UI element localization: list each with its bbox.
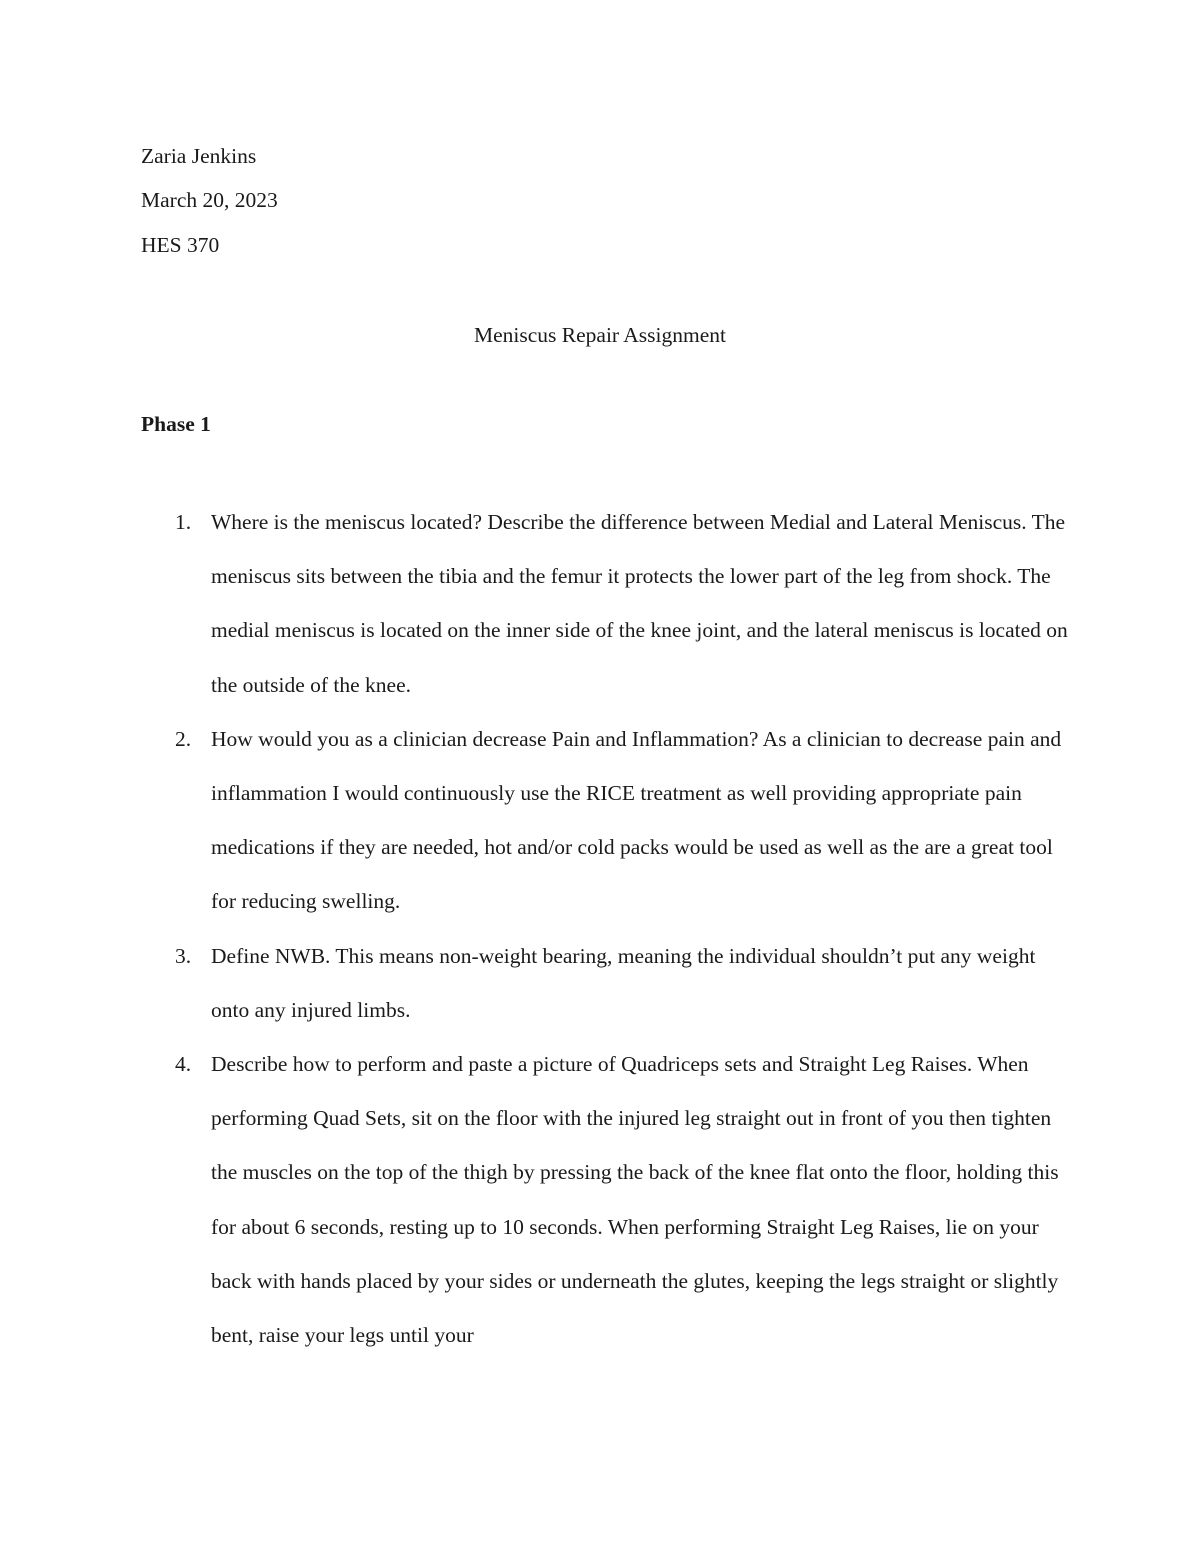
author-name: Zaria Jenkins — [141, 144, 257, 168]
question-text: Where is the meniscus located? Describe the difference between Medial and Lateral Meniscus. The meniscus sits between the tibia and the femur it protects the lower part of the leg from shock. The medial meniscus is located on the inner side of the knee joint, and the lateral meniscus is located on the outside of the knee. — [211, 510, 1068, 697]
question-number: 1. — [175, 510, 192, 534]
course-code: HES 370 — [141, 233, 220, 257]
question-number: 3. — [175, 943, 192, 968]
question-item-4 — [141, 1037, 1071, 1362]
document-date: March 20, 2023 — [141, 188, 278, 212]
question-number: 2. — [175, 726, 192, 751]
question-item-3 — [141, 929, 1071, 1037]
question-item-2 — [141, 712, 1071, 929]
section-heading: Phase 1 — [141, 412, 211, 436]
question-text: Describe how to perform and paste a picture of Quadriceps sets and Straight Leg Raises. When performing Quad Sets, sit on the floor with the injured leg straight out in front of you then tighten the muscles on the top of the thigh by pressing the back of the knee flat onto the floor, holding this for about 6 seconds, resting up to 10 seconds. When performing Straight Leg Raises, lie on your back with hands placed by your sides or underneath the glutes, keeping the legs straight or slightly bent, raise your legs until your — [211, 1052, 1059, 1348]
question-item-1 — [141, 495, 1071, 712]
question-list — [141, 495, 1071, 1362]
question-number: 4. — [175, 1052, 192, 1077]
question-text: How would you as a clinician decrease Pain and Inflammation? As a clinician to decrease pain and inflammation I would continuously use the RICE treatment as well providing appropriate pain medications if they are needed, hot and/or cold packs would be used as well as the are a great tool for reducing swelling. — [211, 726, 1062, 914]
question-text: Define NWB. This means non-weight bearing, meaning the individual shouldn’t put any weight onto any injured limbs. — [211, 943, 1036, 1022]
document-title: Meniscus Repair Assignment — [473, 323, 726, 347]
